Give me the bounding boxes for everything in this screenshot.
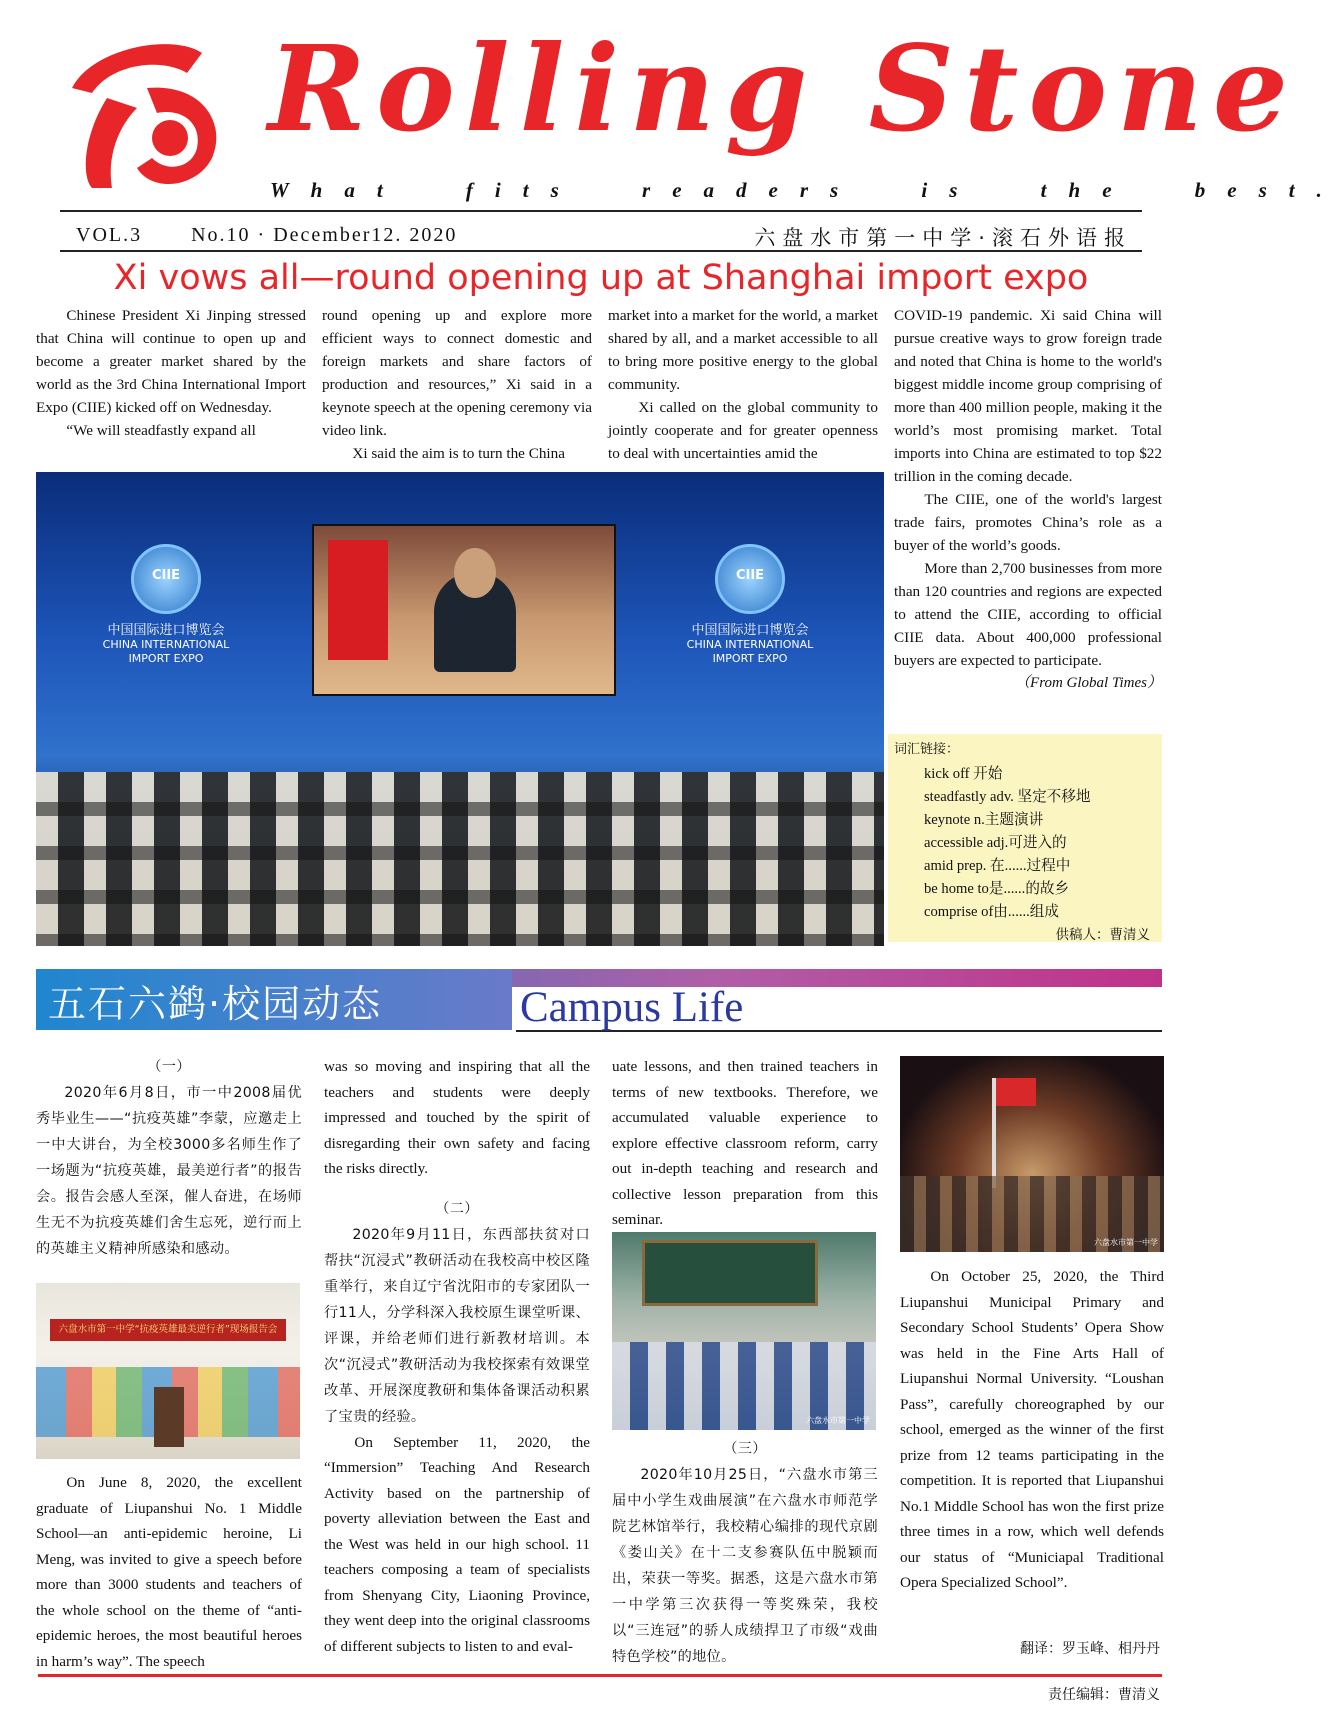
section-title-en-block bbox=[516, 984, 1162, 1032]
footer-rule bbox=[38, 1674, 1162, 1677]
paragraph: round opening up and explore more efficient ways to connect domestic and foreign markets and share factors of production and resources,” Xi said in a keynote speech at the opening ceremony via video link. bbox=[322, 307, 592, 439]
volume: VOL.3 bbox=[76, 224, 143, 246]
ciie-logo-icon: CIIE bbox=[715, 544, 785, 614]
vocab-item: kick off 开始 bbox=[924, 766, 1003, 782]
paragraph-en: On September 11, 2020, the “Immersion” Teaching And Research Activity based on the partnership of poverty alleviation between the East and the West was held in our high school. 11 teachers composing a team of specialists from Shenyang City, Liaoning Province, they went deep into the original classrooms of different subjects to listen to and eval- bbox=[324, 1433, 590, 1655]
video-screen bbox=[312, 524, 616, 696]
expo-name-cn: 中国国际进口博览会 bbox=[107, 623, 225, 638]
lead-column-4 bbox=[894, 304, 1162, 695]
section-title-cn: 五石六鹢·校园动态 bbox=[48, 982, 383, 1026]
ciie-opening-photo bbox=[36, 472, 884, 946]
paragraph-en: uate lessons, and then trained teachers in terms of new textbooks. Therefore, we accumulated valuable experience to explore effective classroom reform, carry out in-depth teaching and research and collective lesson preparation from this seminar. bbox=[612, 1058, 878, 1228]
stage-banner: 六盘水市第一中学“抗疫英雄最美逆行者”现场报告会 bbox=[50, 1319, 286, 1341]
paragraph: market into a market for the world, a market shared by all, and a market accessible to all to bring more positive energy to the global community. bbox=[608, 307, 878, 393]
masthead-rule-bottom bbox=[60, 250, 1142, 252]
vocab-item: comprise of由......组成 bbox=[924, 904, 1059, 920]
campus-column-3 bbox=[612, 1054, 878, 1233]
vocab-title: 词汇链接： bbox=[894, 742, 960, 757]
vocab-item: steadfastly adv. 坚定不移地 bbox=[924, 789, 1091, 805]
opera-show-photo bbox=[900, 1056, 1164, 1252]
paragraph-cn: 2020年9月11日，东西部扶贫对口帮扶“沉浸式”教研活动在我校高中校区隆重举行，来自辽宁省沈阳市的专家团队一行11人，分学科深入我校原生课堂听课、评课，并给老师们进行新教材培训。本次“沉浸式”教研活动为我校探索有效课堂改革、开展深度教研和集体备课活动积累了宝贵的经验。 bbox=[324, 1226, 590, 1425]
campus-column-4 bbox=[900, 1264, 1164, 1596]
newspaper-motto: What fits readers is the best. bbox=[270, 178, 1344, 202]
paragraph-cn: 2020年6月8日，市一中2008届优秀毕业生——“抗疫英雄”李蒙，应邀走上一中大讲台，为全校3000多名师生作了一场题为“抗疫英雄，最美逆行者”的报告会。报告会感人至深，催人奋进，在场师生无不为抗疫英雄们舍生忘死，逆行而上的英雄主义精神所感染和感动。 bbox=[36, 1085, 302, 1257]
audience-rows bbox=[36, 772, 884, 946]
paragraph: Xi called on the global community to jointly cooperate and for greater openness to deal with uncertainties amid the bbox=[608, 399, 878, 462]
campus-life-banner bbox=[36, 969, 1162, 1030]
paragraph-cn: 2020年10月25日，“六盘水市第三届中小学生戏曲展演”在六盘水市师范学院艺林馆举行，我校精心编排的现代京剧《娄山关》在十二支参赛队伍中脱颖而出，荣获一等奖。据悉，这是六盘水市第一中学第三次获得一等奖殊荣，我校以“三连冠”的骄人成绩捍卫了市级“戏曲特色学校”的地位。 bbox=[612, 1467, 878, 1665]
paragraph: “We will steadfastly expand all bbox=[66, 422, 256, 439]
paragraph-en: On October 25, 2020, the Third Liupanshui Municipal Primary and Secondary School Students’ Opera Show was held in the Fine Arts Hall of Liupanshui Normal University. “Loushan Pass”, carefully choreographed by our school, emerged as the winner of the first prize from 12 teams participating in the competition. It is reported that Liupanshui No.1 Middle School has won the first prize three times in a row, which well defends our status of “Municiapal Traditional Opera Specialized School”. bbox=[900, 1268, 1164, 1591]
photo-watermark: 六盘水市第一中学 bbox=[806, 1416, 870, 1425]
paragraph-en: was so moving and inspiring that all the teachers and students were deeply impressed and touched by the spirit of disregarding their own safety and facing the risks directly. bbox=[324, 1058, 590, 1177]
issue-number-date: No.10 · December12. 2020 bbox=[191, 224, 458, 246]
article-source: （From Global Times） bbox=[1015, 675, 1162, 691]
responsible-editor: 责任编辑：曹清义 bbox=[1048, 1687, 1160, 1703]
expo-name-en: CHINA INTERNATIONAL bbox=[686, 638, 814, 651]
paragraph: More than 2,700 businesses from more than 120 countries and regions are expected to attend the CIIE, according to official CIIE data. About 400,000 professional buyers are expected to participate. bbox=[894, 560, 1162, 669]
ciie-logo-icon: CIIE bbox=[131, 544, 201, 614]
photo-watermark: 六盘水市第一中学 bbox=[1094, 1238, 1158, 1247]
section-title-en: Campus Life bbox=[520, 984, 744, 1031]
section-label: （三） bbox=[723, 1441, 767, 1457]
report-meeting-photo bbox=[36, 1283, 300, 1459]
expo-name-en: IMPORT EXPO bbox=[712, 652, 788, 665]
translators: 翻译：罗玉峰、相丹丹 bbox=[1020, 1641, 1160, 1657]
expo-name-en: IMPORT EXPO bbox=[128, 652, 204, 665]
lead-column-2 bbox=[322, 304, 592, 465]
campus-column-1 bbox=[36, 1054, 302, 1262]
paragraph-en: On June 8, 2020, the excellent graduate of Liupanshui No. 1 Middle School—an anti-epidemic heroine, Li Meng, was invited to give a speech before more than 3000 students and teachers of the whole school on the theme of “anti-epidemic heroes, the most beautiful heroes in harm’s way”. The speech bbox=[36, 1474, 302, 1670]
campus-column-2 bbox=[324, 1054, 590, 1659]
expo-name-en: CHINA INTERNATIONAL bbox=[102, 638, 230, 651]
lead-headline: Xi vows all—round opening up at Shanghai import expo bbox=[113, 258, 1089, 298]
vocab-item: amid prep. 在......过程中 bbox=[924, 858, 1071, 874]
school-name: 六盘水市第一中学·滚石外语报 bbox=[754, 226, 1132, 250]
contributor: 供稿人：曹清义 bbox=[1055, 927, 1150, 943]
paragraph: Xi said the aim is to turn the China bbox=[352, 445, 565, 462]
national-flag bbox=[328, 540, 388, 660]
lead-column-1 bbox=[36, 304, 306, 442]
campus-column-1-en bbox=[36, 1470, 302, 1674]
red-flag bbox=[996, 1078, 1036, 1106]
paragraph: COVID-19 pandemic. Xi said China will pursue creative ways to grow foreign trade and noted that China is home to the world's biggest middle income group comprising of more than 400 million people, making it the world’s most promising market. Total imports into China are estimated to top $22 trillion in the coming decade. bbox=[894, 307, 1162, 485]
section-label: （一） bbox=[147, 1059, 191, 1075]
issue-info bbox=[76, 224, 457, 247]
vocab-item: accessible adj.可进入的 bbox=[924, 835, 1067, 851]
paragraph: The CIIE, one of the world's largest trade fairs, promotes China’s role as a buyer of the world’s goods. bbox=[894, 491, 1162, 554]
vocab-item: be home to是......的故乡 bbox=[924, 881, 1070, 897]
masthead-rule-top bbox=[60, 210, 1142, 212]
expo-badge-right bbox=[680, 544, 820, 666]
expo-name-cn: 中国国际进口博览会 bbox=[691, 623, 809, 638]
blackboard bbox=[642, 1240, 818, 1306]
paragraph: Chinese President Xi Jinping stressed that China will continue to open up and become a greater market shared by the world as the 3rd China International Import Expo (CIIE) kicked off on Wednesday. bbox=[36, 307, 306, 416]
lectern bbox=[154, 1387, 184, 1447]
vocabulary-box bbox=[888, 734, 1162, 942]
section-label: （二） bbox=[435, 1200, 479, 1217]
expo-badge-left bbox=[96, 544, 236, 666]
newspaper-title: Rolling Stone bbox=[268, 19, 1298, 158]
rolling-stone-logo bbox=[52, 28, 232, 198]
speaker-head bbox=[454, 548, 496, 598]
classroom-photo bbox=[612, 1232, 876, 1430]
vocab-item: keynote n.主题演讲 bbox=[924, 812, 1044, 828]
campus-column-3-lower bbox=[612, 1436, 878, 1670]
lead-column-3 bbox=[608, 304, 878, 465]
vocab-list bbox=[924, 763, 1162, 924]
